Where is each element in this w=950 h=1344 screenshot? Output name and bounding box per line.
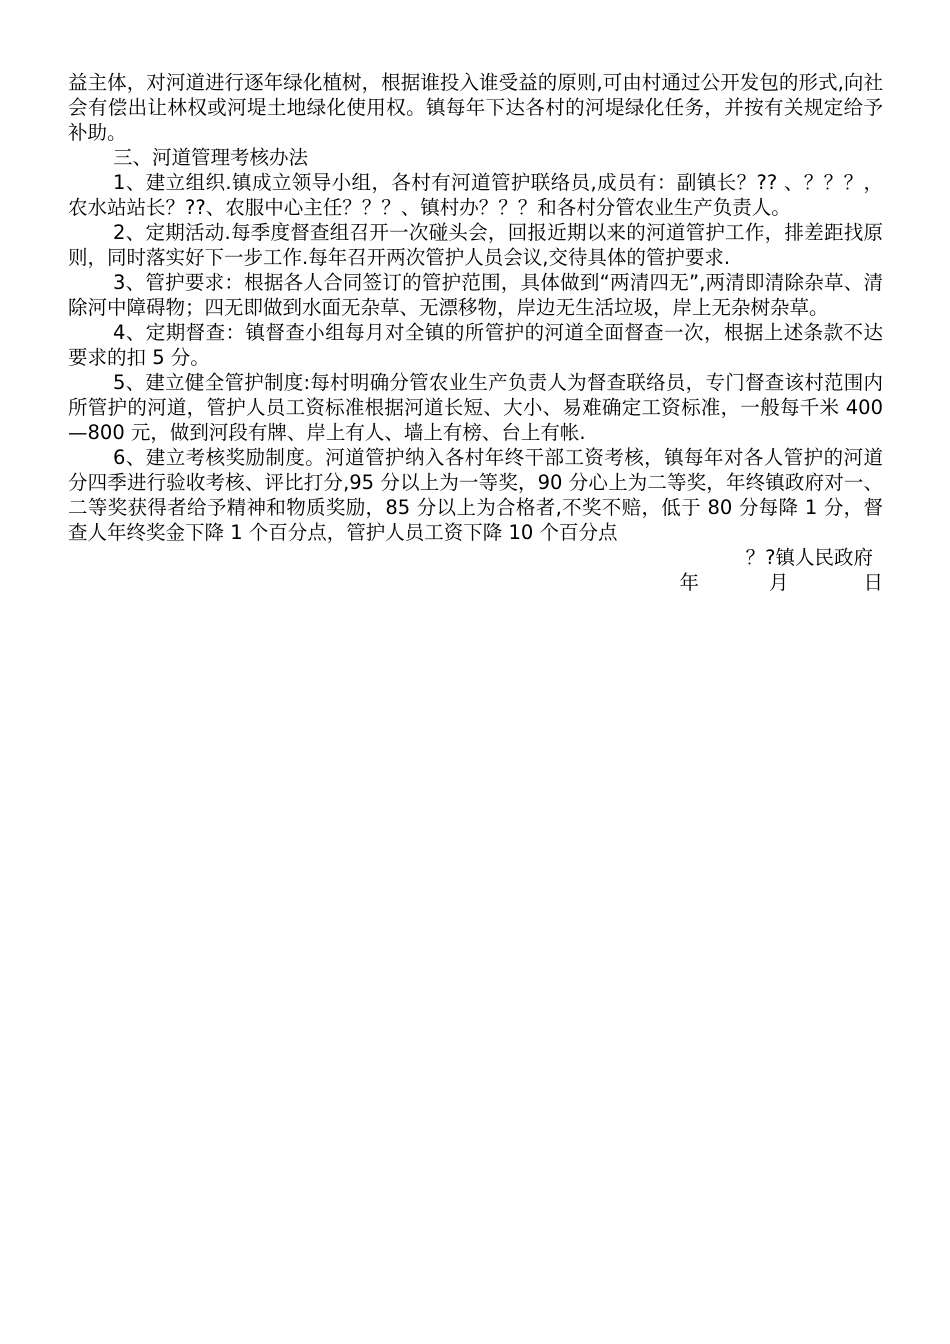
intro-paragraph: 益主体，对河道进行逐年绿化植树，根据谁投入谁受益的原则,可由村通过公开发包的形式,向社会有偿出让林权或河堤土地绿化使用权。镇每年下达各村的河堤绿化任务，并按有关规定给予补助。 (68, 71, 883, 144)
list-item: 3、管护要求：根据各人合同签订的管护范围，具体做到“两清四无”,两清即清除杂草、清除河中障碍物；四无即做到水面无杂草、无漂移物，岸边无生活垃圾，岸上无杂树杂草。 (68, 271, 883, 319)
date-line (68, 570, 883, 595)
signature: ？?镇人民政府 (745, 546, 873, 569)
date-month: 月 (768, 571, 789, 594)
date-day: 日 (863, 571, 883, 594)
list-item: 1、建立组织.镇成立领导小组，各村有河道管护联络员,成员有：副镇长？?? 、？？？，农水站站长？??、农服中心主任？？？、镇村办？？？和各村分管农业生产负责人。 (68, 171, 883, 219)
date-year: 年 (679, 571, 699, 594)
list-item: 4、定期督查：镇督查小组每月对全镇的所管护的河道全面督查一次，根据上述条款不达要求的扣 5 分。 (68, 321, 883, 369)
document-page (68, 70, 883, 595)
list-item: 2、定期活动.每季度督查组召开一次碰头会，回报近期以来的河道管护工作，排差距找原则，同时落实好下一步工作.每年召开两次管护人员会议,交待具体的管护要求. (68, 221, 883, 269)
list-item: 6、建立考核奖励制度。河道管护纳入各村年终干部工资考核，镇每年对各人管护的河道分四季进行验收考核、评比打分,95 分以上为一等奖，90 分心上为二等奖，年终镇政府对一、二等奖获得者给予精神和物质奖励，85 分以上为合格者,不奖不赔，低于 80 分每降 1 分，督查人年终奖金下降 1 个百分点，管护人员工资下降 10 个百分点 (68, 446, 883, 544)
list-item: 5、建立健全管护制度:每村明确分管农业生产负责人为督查联络员，专门督查该村范围内所管护的河道，管护人员工资标准根据河道长短、大小、易难确定工资标准，一般每千米 400—800 元，做到河段有牌、岸上有人、墙上有榜、台上有帐. (68, 371, 883, 444)
section-heading: 三、河道管理考核办法 (113, 146, 309, 169)
